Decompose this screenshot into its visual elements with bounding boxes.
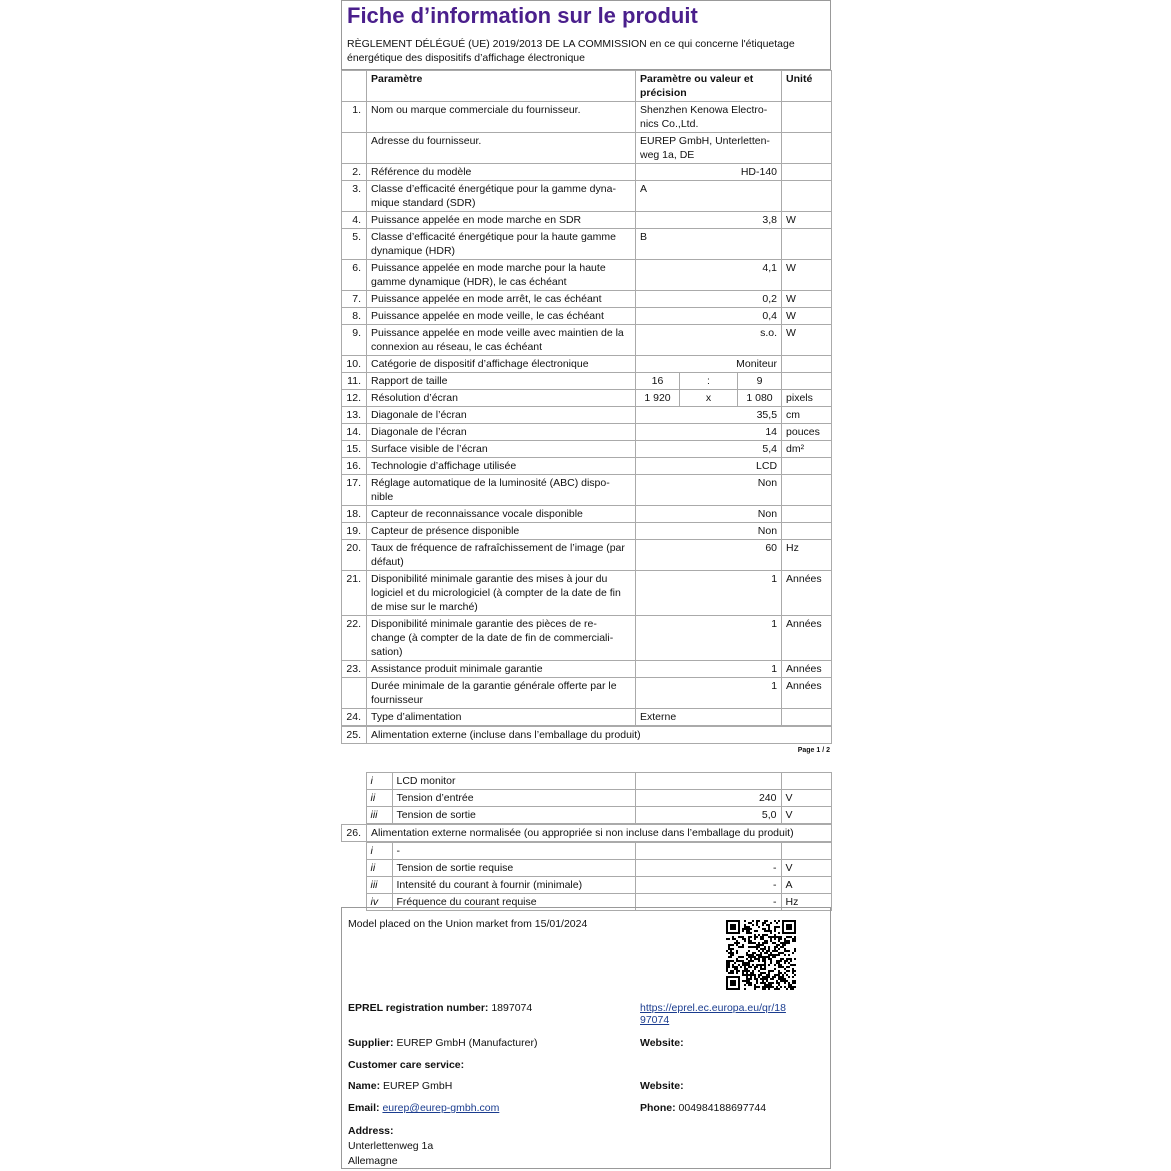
row-label: Durée minimale de la garantie générale offerte par le fournisseur: [367, 678, 636, 709]
address-label: Address:: [348, 1125, 394, 1137]
row-label: Disponibilité minimale garantie des pièces de re-change (à compter de la date de fin de commerciali-sation): [367, 616, 636, 661]
table-row: [342, 373, 832, 390]
row-label: Fréquence du courant requise: [392, 894, 635, 911]
row-value: -: [635, 894, 781, 911]
row-label: Puissance appelée en mode marche pour la haute gamme dynamique (HDR), le cas échéant: [367, 260, 636, 291]
row-label: Technologie d’affichage utilisée: [367, 458, 636, 475]
row-label: Diagonale de l’écran: [367, 407, 636, 424]
table-row: [342, 616, 832, 661]
row-label: Résolution d’écran: [367, 390, 636, 407]
table-row: [342, 540, 832, 571]
row-unit: [782, 373, 832, 390]
table-row: [342, 571, 832, 616]
row-label: Adresse du fournisseur.: [367, 133, 636, 164]
row-unit: [782, 133, 832, 164]
row-number: 15.: [342, 441, 367, 458]
row-value: A: [636, 181, 782, 212]
table-row: [342, 325, 832, 356]
row-indent: [341, 773, 366, 790]
row-value-sep: :: [680, 373, 738, 390]
row-value: B: [636, 229, 782, 260]
row-value: -: [635, 877, 781, 894]
row26-table: [341, 824, 832, 842]
row-unit: Hz: [782, 540, 832, 571]
row-value: 35,5: [636, 407, 782, 424]
table-row: [342, 356, 832, 373]
supplier-label: Supplier:: [348, 1037, 394, 1049]
row-unit: W: [782, 291, 832, 308]
row-label: Tension de sortie: [392, 807, 635, 824]
eprel-number: 1897074: [491, 1002, 533, 1014]
row-number: 18.: [342, 506, 367, 523]
row-unit: pixels: [782, 390, 832, 407]
row-unit: W: [782, 212, 832, 229]
eprel-link[interactable]: https://eprel.ec.europa.eu/qr/18 97074: [640, 1002, 786, 1026]
row-label: Tension d’entrée: [392, 790, 635, 807]
row-label: Disponibilité minimale garantie des mises à jour du logiciel et du micrologiciel (à compter de la date de fin de mise sur le marché): [367, 571, 636, 616]
row-unit: V: [781, 790, 831, 807]
eprel-label: EPREL registration number:: [348, 1002, 489, 1014]
row-number: 10.: [342, 356, 367, 373]
row-label: Puissance appelée en mode veille avec maintien de la connexion au réseau, le cas échéant: [367, 325, 636, 356]
row-unit: [782, 356, 832, 373]
row-roman: ii: [366, 790, 392, 807]
row-unit: [782, 102, 832, 133]
row-value: Moniteur: [636, 356, 782, 373]
phone-label: Phone:: [640, 1102, 676, 1114]
row-indent: [341, 860, 366, 877]
row-unit: Années: [782, 571, 832, 616]
table-row: [341, 773, 831, 790]
row-value: Non: [636, 523, 782, 540]
param-col-header: Paramètre: [367, 71, 636, 102]
row-unit: [781, 843, 831, 860]
table-header-row: [342, 71, 832, 102]
row-label: Nom ou marque commerciale du fournisseur.: [367, 102, 636, 133]
row25-table: [341, 726, 832, 744]
table-row: [341, 860, 831, 877]
row-value-b: 1 080: [738, 390, 782, 407]
row-roman: iv: [366, 894, 392, 911]
row-unit: cm: [782, 407, 832, 424]
table-row: [341, 843, 831, 860]
table-row: [342, 407, 832, 424]
row-unit: [782, 506, 832, 523]
row-number: 14.: [342, 424, 367, 441]
row-label: Taux de fréquence de rafraîchissement de l’image (par défaut): [367, 540, 636, 571]
row-unit: Hz: [781, 894, 831, 911]
row-label: Diagonale de l’écran: [367, 424, 636, 441]
row-value: [635, 843, 781, 860]
table-row: [342, 308, 832, 325]
row-label: Alimentation externe normalisée (ou appropriée si non incluse dans l’emballage du produit): [367, 825, 832, 842]
qr-code-icon: [726, 920, 796, 990]
row-unit: W: [782, 260, 832, 291]
regulation-text: RÈGLEMENT DÉLÉGUÉ (UE) 2019/2013 DE LA COMMISSION en ce qui concerne l'étiquetage énergétique des dispositifs d’affichage électronique: [347, 38, 795, 64]
row-number: 1.: [342, 102, 367, 133]
row-label: Classe d’efficacité énergétique pour la haute gamme dynamique (HDR): [367, 229, 636, 260]
table-row: [342, 458, 832, 475]
row-value: 1: [636, 571, 782, 616]
row-indent: [341, 877, 366, 894]
table-row: [342, 506, 832, 523]
care-label: Customer care service:: [348, 1059, 465, 1071]
table-row: [342, 441, 832, 458]
address-line: Unterlettenweg 1a: [348, 1140, 434, 1152]
table-row: [341, 877, 831, 894]
row-number: 3.: [342, 181, 367, 212]
table-row: [342, 709, 832, 726]
row-unit: [781, 773, 831, 790]
row-number: 13.: [342, 407, 367, 424]
row-indent: [341, 790, 366, 807]
row-value: 0,2: [636, 291, 782, 308]
table-row: [342, 661, 832, 678]
num-col-header: [342, 71, 367, 102]
table-row: [342, 181, 832, 212]
row-value-b: 9: [738, 373, 782, 390]
row-label: Surface visible de l’écran: [367, 441, 636, 458]
row-label: Alimentation externe (incluse dans l’emballage du produit): [367, 727, 832, 744]
row-unit: dm²: [782, 441, 832, 458]
row-value: 1: [636, 616, 782, 661]
table-row: [342, 424, 832, 441]
row-roman: iii: [366, 877, 392, 894]
row-unit: [782, 229, 832, 260]
row-label: Puissance appelée en mode arrêt, le cas échéant: [367, 291, 636, 308]
table-row: [342, 291, 832, 308]
table-row: [342, 475, 832, 506]
row-number: 4.: [342, 212, 367, 229]
row-unit: [782, 475, 832, 506]
unit-col-header: Unité: [782, 71, 832, 102]
website-label: Website:: [640, 1037, 684, 1049]
address-line: Allemagne: [348, 1155, 398, 1167]
row-value-a: 16: [636, 373, 680, 390]
table-row: [342, 260, 832, 291]
row-roman: ii: [366, 860, 392, 877]
row-number: 9.: [342, 325, 367, 356]
row-value: 0,4: [636, 308, 782, 325]
value-col-header: Paramètre ou valeur et précision: [636, 71, 782, 102]
row-number: 19.: [342, 523, 367, 540]
row-number: 8.: [342, 308, 367, 325]
row-unit: V: [781, 860, 831, 877]
table-row: [342, 727, 832, 744]
row-value: 4,1: [636, 260, 782, 291]
row-number: 23.: [342, 661, 367, 678]
norm-table: [341, 842, 832, 911]
row-unit: Années: [782, 661, 832, 678]
row-label: Rapport de taille: [367, 373, 636, 390]
row-number: 22.: [342, 616, 367, 661]
row-number: 26.: [342, 825, 367, 842]
row-unit: W: [782, 325, 832, 356]
row-label: Intensité du courant à fournir (minimale): [392, 877, 635, 894]
row-value: 60: [636, 540, 782, 571]
row-unit: Années: [782, 616, 832, 661]
table-row: [342, 390, 832, 407]
row-unit: Années: [782, 678, 832, 709]
row-value: 14: [636, 424, 782, 441]
market-date: Model placed on the Union market from 15/01/2024: [348, 918, 588, 930]
table-row: [342, 523, 832, 540]
table-row: [342, 102, 832, 133]
row-label: LCD monitor: [392, 773, 635, 790]
table-row: [341, 807, 831, 824]
row-label: Référence du modèle: [367, 164, 636, 181]
name-value: EUREP GmbH: [383, 1080, 453, 1092]
supplier-value: EUREP GmbH (Manufacturer): [396, 1037, 538, 1049]
row-value: -: [635, 860, 781, 877]
row-value: Non: [636, 506, 782, 523]
page-title: Fiche d’information sur le produit: [347, 3, 698, 28]
row-value: HD-140: [636, 164, 782, 181]
row-value: s.o.: [636, 325, 782, 356]
row-unit: [782, 164, 832, 181]
row-value: Externe: [636, 709, 782, 726]
row-unit: [782, 523, 832, 540]
row-number: 6.: [342, 260, 367, 291]
row-number: 17.: [342, 475, 367, 506]
ext-table: [341, 772, 832, 824]
row-number: 5.: [342, 229, 367, 260]
row-unit: [782, 709, 832, 726]
row-value: 3,8: [636, 212, 782, 229]
row-value: LCD: [636, 458, 782, 475]
row-value-sep: x: [680, 390, 738, 407]
row-number: 11.: [342, 373, 367, 390]
row-value-a: 1 920: [636, 390, 680, 407]
sheet-header: [341, 0, 831, 70]
row-label: -: [392, 843, 635, 860]
name-label: Name:: [348, 1080, 381, 1092]
row-value: 5,0: [635, 807, 781, 824]
table-row: [342, 678, 832, 709]
phone-value: 004984188697744: [678, 1102, 767, 1114]
row-label: Capteur de reconnaissance vocale disponible: [367, 506, 636, 523]
row-roman: i: [366, 843, 392, 860]
row-label: Réglage automatique de la luminosité (ABC) dispo-nible: [367, 475, 636, 506]
row-value: [635, 773, 781, 790]
row-label: Catégorie de dispositif d’affichage électronique: [367, 356, 636, 373]
row-roman: i: [366, 773, 392, 790]
row-number: [342, 133, 367, 164]
row-value: 1: [636, 661, 782, 678]
row-number: 21.: [342, 571, 367, 616]
row-number: 20.: [342, 540, 367, 571]
row-number: 24.: [342, 709, 367, 726]
row-unit: [782, 181, 832, 212]
row-unit: pouces: [782, 424, 832, 441]
product-sheet: [341, 0, 831, 911]
row-unit: W: [782, 308, 832, 325]
page-number: Page 1 / 2: [797, 747, 830, 754]
website2-label: Website:: [640, 1080, 684, 1092]
spec-table: [341, 70, 832, 726]
row-value: Shenzhen Kenowa Electro-nics Co.,Ltd.: [636, 102, 782, 133]
row-label: Tension de sortie requise: [392, 860, 635, 877]
table-row: [342, 164, 832, 181]
row-number: 2.: [342, 164, 367, 181]
row-label: Type d’alimentation: [367, 709, 636, 726]
row-label: Puissance appelée en mode veille, le cas échéant: [367, 308, 636, 325]
row-value: Non: [636, 475, 782, 506]
email-label: Email:: [348, 1102, 380, 1114]
row-value: 5,4: [636, 441, 782, 458]
row-number: [342, 678, 367, 709]
table-row: [342, 212, 832, 229]
row-label: Capteur de présence disponible: [367, 523, 636, 540]
table-row: [342, 133, 832, 164]
email-link[interactable]: eurep@eurep-gmbh.com: [382, 1102, 500, 1114]
info-box: [341, 907, 831, 1169]
table-row: [342, 825, 832, 842]
row-value: 1: [636, 678, 782, 709]
row-value: EUREP GmbH, Unterletten-weg 1a, DE: [636, 133, 782, 164]
row-number: 16.: [342, 458, 367, 475]
row-label: Classe d’efficacité énergétique pour la gamme dyna-mique standard (SDR): [367, 181, 636, 212]
row-indent: [341, 843, 366, 860]
row-unit: A: [781, 877, 831, 894]
row-number: 7.: [342, 291, 367, 308]
row-number: 25.: [342, 727, 367, 744]
row-value: 240: [635, 790, 781, 807]
row-number: 12.: [342, 390, 367, 407]
row-roman: iii: [366, 807, 392, 824]
row-label: Assistance produit minimale garantie: [367, 661, 636, 678]
table-row: [342, 229, 832, 260]
row-unit: V: [781, 807, 831, 824]
table-row: [341, 790, 831, 807]
row-unit: [782, 458, 832, 475]
row-label: Puissance appelée en mode marche en SDR: [367, 212, 636, 229]
row-indent: [341, 807, 366, 824]
